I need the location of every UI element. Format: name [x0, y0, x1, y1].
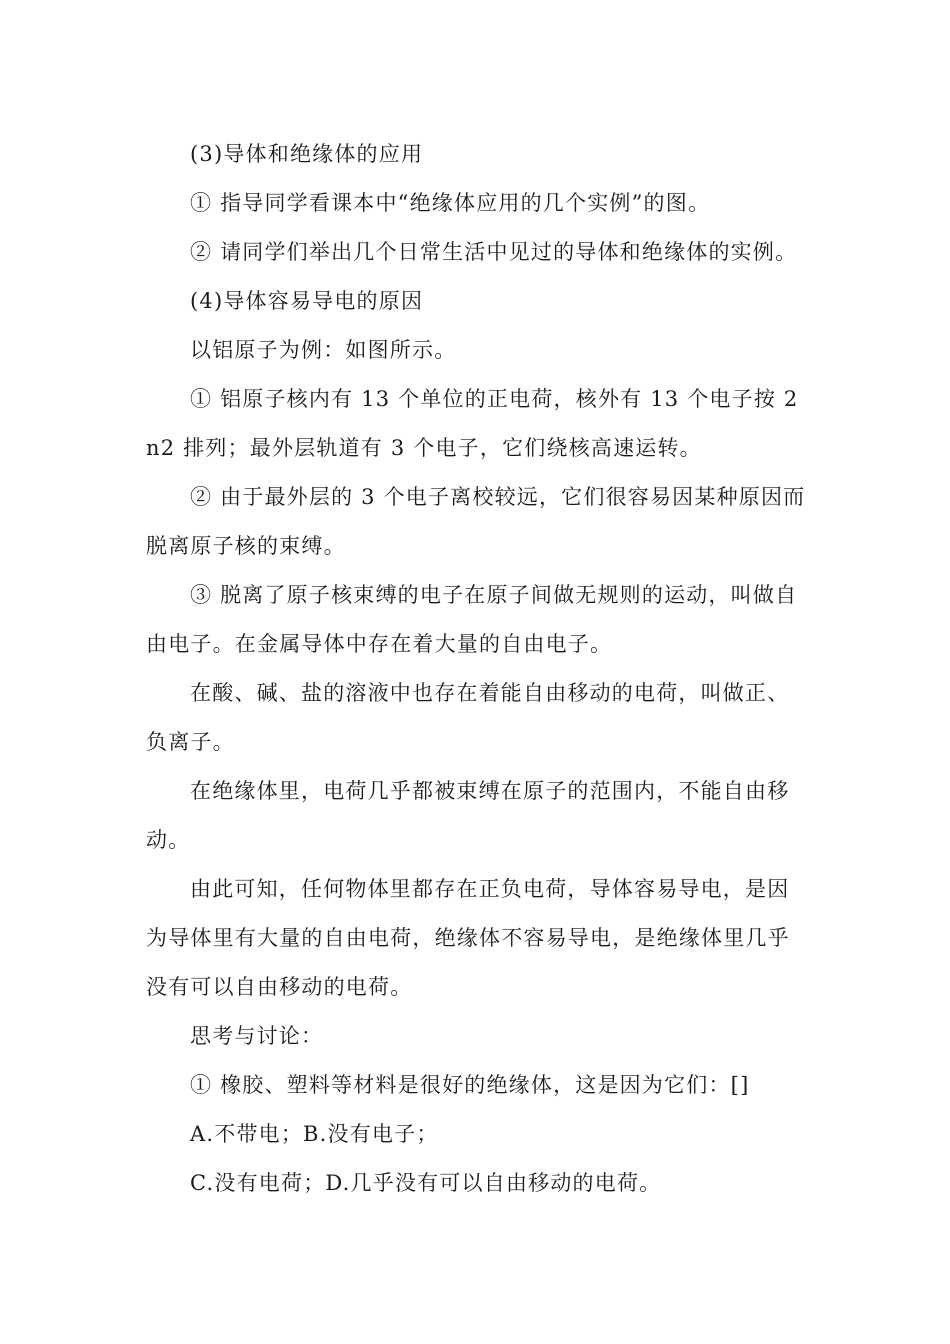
paragraph: 由此可知，任何物体里都存在正负电荷，导体容易导电，是因为导体里有大量的自由电荷，绝缘体不容易导电，是绝缘体里几乎没有可以自由移动的电荷。 [146, 877, 790, 999]
paragraph: 在酸、碱、盐的溶液中也存在着能自由移动的电荷，叫做正、负离子。 [146, 681, 790, 754]
paragraph: 以铝原子为例：如图所示。 [190, 338, 457, 362]
section-heading-applications: (3)导体和绝缘体的应用 [190, 142, 424, 166]
discussion-heading: 思考与讨论： [190, 1024, 324, 1048]
question-options-cd: C.没有电荷；D.几乎没有可以自由移动的电荷。 [190, 1171, 662, 1195]
paragraph: ③ 脱离了原子核束缚的电子在原子间做无规则的运动，叫做自由电子。在金属导体中存在着大量的自由电子。 [146, 583, 798, 656]
document-body [146, 130, 810, 1208]
paragraph: ① 铝原子核内有 13 个单位的正电荷，核外有 13 个电子按 2n2 排列；最外层轨道有 3 个电子，它们绕核高速运转。 [146, 387, 799, 460]
paragraph: ② 请同学们举出几个日常生活中见过的导体和绝缘体的实例。 [190, 240, 798, 264]
section-heading-conduction-reason: (4)导体容易导电的原因 [190, 289, 424, 313]
question-text: ① 橡胶、塑料等材料是很好的绝缘体，这是因为它们：[] [190, 1073, 750, 1097]
paragraph: ② 由于最外层的 3 个电子离校较远，它们很容易因某种原因而脱离原子核的束缚。 [146, 485, 806, 558]
question-options-ab: A.不带电；B.没有电子； [190, 1122, 439, 1146]
paragraph: ① 指导同学看课本中“绝缘体应用的几个实例”的图。 [190, 191, 711, 215]
paragraph: 在绝缘体里，电荷几乎都被束缚在原子的范围内，不能自由移动。 [146, 779, 790, 852]
